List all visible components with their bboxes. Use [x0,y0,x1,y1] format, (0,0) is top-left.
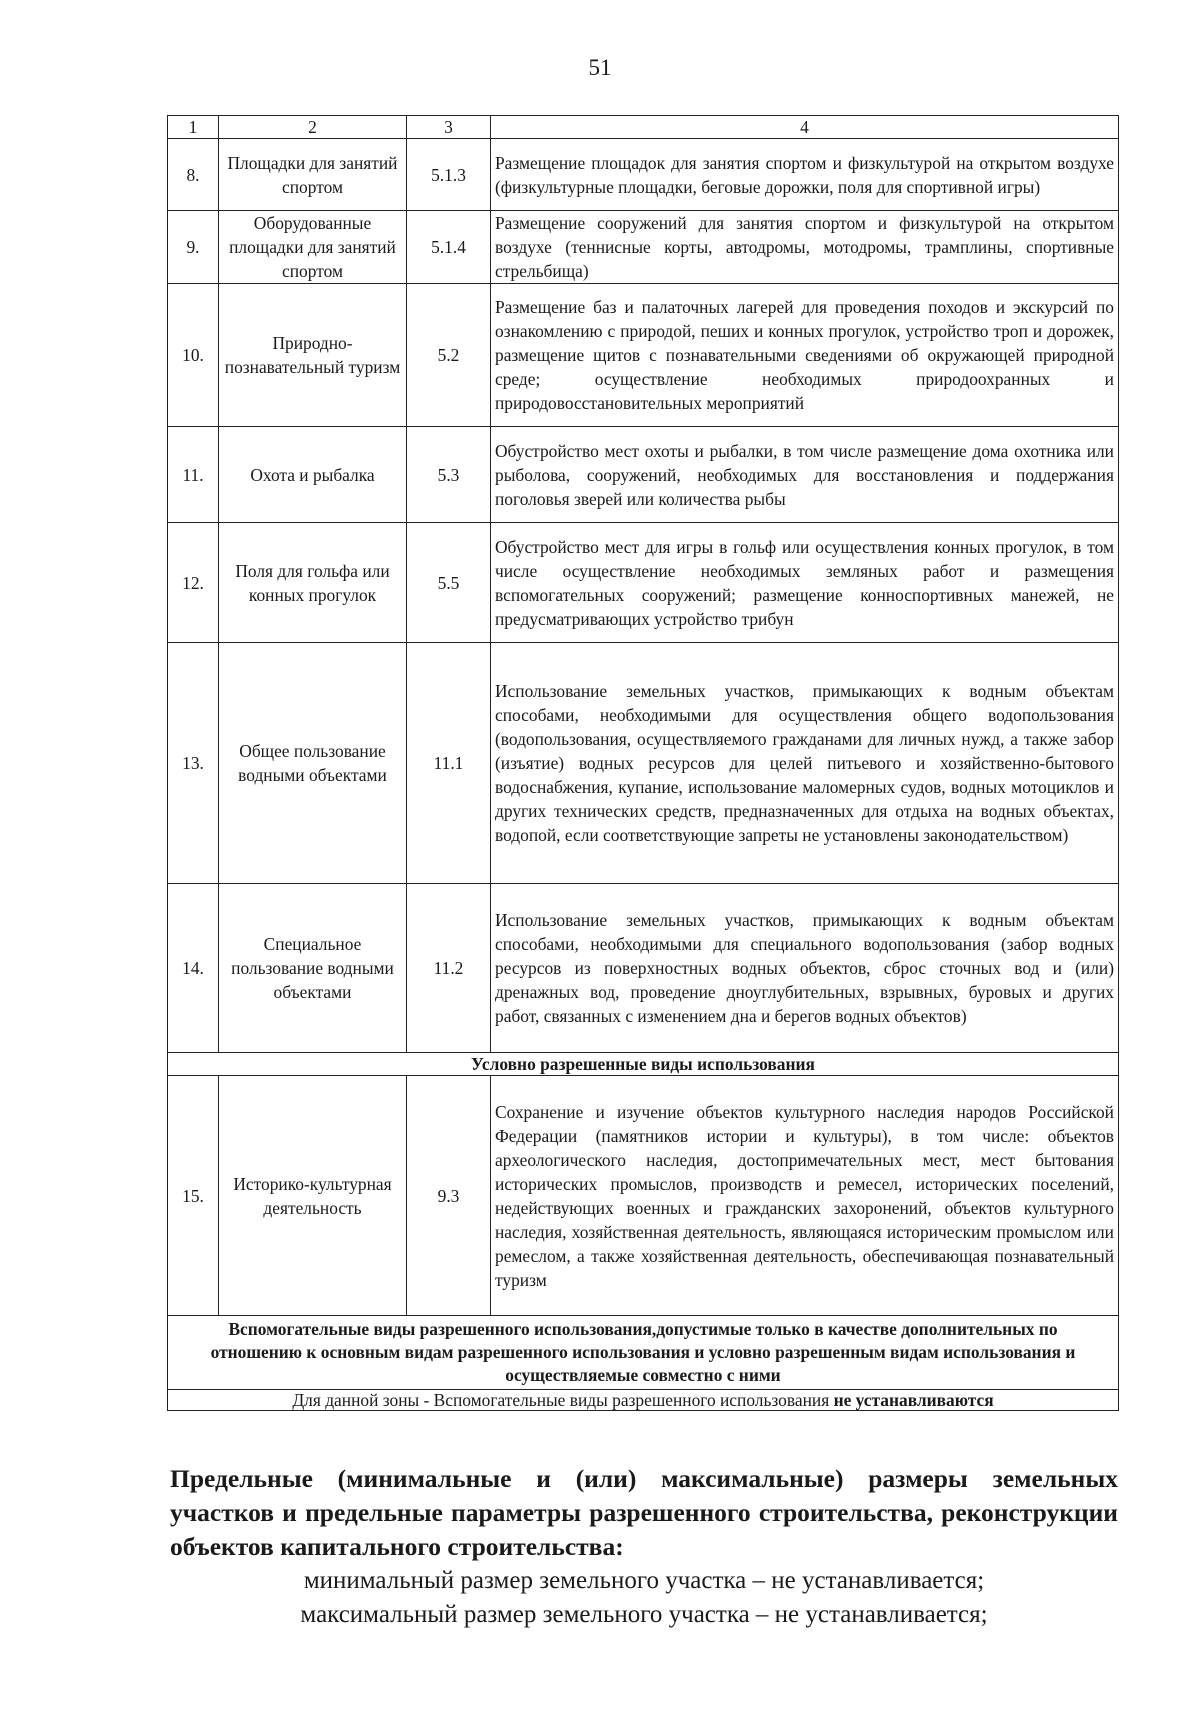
use-type-description: Размещение баз и палаточных лагерей для проведения походов и экскурсий по ознакомлению с природой, пеших и конных прогулок, устройство троп и дорожек, размещение щитов с познавательными сведениями об окружающей природной среде; осуществление необходимых природоохранных и природовосстановительных мероприятий [491,284,1119,427]
use-type-name: Историко-культурная деятельность [219,1076,407,1316]
auxiliary-note-text: Для данной зоны - Вспомогательные виды разрешенного использования [292,1390,830,1410]
table-row [168,884,1119,1053]
auxiliary-note-row [168,1390,1119,1411]
row-number: 15. [168,1076,219,1316]
use-type-name: Охота и рыбалка [219,427,407,523]
use-type-description: Сохранение и изучение объектов культурного наследия народов Российской Федерации (памятников истории и культуры), в том числе: объектов археологического наследия, достопримечательных мест, мест бытования исторических промыслов, производств и ремесел, исторических поселений, недействующих военных и гражданских захоронений, объектов культурного наследия, хозяйственная деятельность, являющаяся историческим промыслом или ремеслом, а также хозяйственная деятельность, обеспечивающая познавательный туризм [491,1076,1119,1316]
row-number: 11. [168,427,219,523]
use-type-name: Поля для гольфа или конных прогулок [219,523,407,643]
land-use-table [167,115,1119,1411]
auxiliary-note [168,1390,1119,1411]
table-row [168,1076,1119,1316]
use-type-code: 5.3 [407,427,491,523]
column-header: 4 [491,116,1119,139]
table-header-row [168,116,1119,139]
column-header: 3 [407,116,491,139]
use-type-code: 5.1.4 [407,211,491,284]
row-number: 9. [168,211,219,284]
table-row [168,139,1119,211]
use-type-name: Площадки для занятий спортом [219,139,407,211]
size-limits-section [170,1462,1118,1632]
use-type-name: Специальное пользование водными объектами [219,884,407,1053]
row-number: 10. [168,284,219,427]
row-number: 13. [168,643,219,884]
conditional-section-header-row [168,1053,1119,1076]
max-size-line: максимальный размер земельного участка – не устанавливается; [300,1601,988,1628]
auxiliary-section-header: Вспомогательные виды разрешенного использования,допустимые только в качестве дополнительных по отношению к основным видам разрешенного использования и условно разрешенным видам использования и осуществляемые совместно с ними [168,1316,1119,1390]
table-row [168,427,1119,523]
use-type-code: 11.1 [407,643,491,884]
use-type-description: Обустройство мест охоты и рыбалки, в том числе размещение дома охотника или рыболова, сооружений, необходимых для восстановления и поддержания поголовья зверей или количества рыбы [491,427,1119,523]
size-limits-heading: Предельные (минимальные и (или) максимальные) размеры земельных участков и предельные параметры разрешенного строительства, реконструкции объектов капитального строительства: [170,1464,1118,1561]
column-header: 1 [168,116,219,139]
conditional-section-header: Условно разрешенные виды использования [168,1053,1119,1076]
table-row [168,643,1119,884]
use-type-code: 11.2 [407,884,491,1053]
use-type-code: 5.1.3 [407,139,491,211]
row-number: 8. [168,139,219,211]
use-type-name: Оборудованные площадки для занятий спортом [219,211,407,284]
auxiliary-section-header-row [168,1316,1119,1390]
column-header: 2 [219,116,407,139]
use-type-description: Обустройство мест для игры в гольф или осуществления конных прогулок, в том числе осуществление необходимых земляных работ и размещения вспомогательных сооружений; размещение конноспортивных манежей, не предусматривающих устройство трибун [491,523,1119,643]
min-size-line: минимальный размер земельного участка – не устанавливается; [303,1567,985,1594]
auxiliary-note-emphasis: не устанавливаются [833,1390,994,1410]
use-type-code: 9.3 [407,1076,491,1316]
use-type-description: Размещение площадок для занятия спортом и физкультурой на открытом воздухе (физкультурные площадки, беговые дорожки, поля для спортивной игры) [491,139,1119,211]
use-type-code: 5.5 [407,523,491,643]
row-number: 12. [168,523,219,643]
row-number: 14. [168,884,219,1053]
table-row [168,523,1119,643]
table-row [168,211,1119,284]
use-type-description: Использование земельных участков, примыкающих к водным объектам способами, необходимыми для специального водопользования (забор водных ресурсов из поверхностных водных объектов, сброс сточных вод и (или) дренажных вод, проведение дноуглубительных, взрывных, буровых и других работ, связанных с изменением дна и берегов водных объектов) [491,884,1119,1053]
use-type-description: Размещение сооружений для занятия спортом и физкультурой на открытом воздухе (теннисные корты, автодромы, мотодромы, трамплины, спортивные стрельбища) [491,211,1119,284]
use-type-description: Использование земельных участков, примыкающих к водным объектам способами, необходимыми для осуществления общего водопользования (водопользования, осуществляемого гражданами для личных нужд, а также забор (изъятие) водных ресурсов для целей питьевого и хозяйственно-бытового водоснабжения, купание, использование маломерных судов, водных мотоциклов и других технических средств, предназначенных для отдыха на водных объектах, водопой, если соответствующие запреты не установлены законодательством) [491,643,1119,884]
use-type-name: Природно-познавательный туризм [219,284,407,427]
page-number: 51 [588,55,612,80]
table-row [168,284,1119,427]
use-type-name: Общее пользование водными объектами [219,643,407,884]
use-type-code: 5.2 [407,284,491,427]
